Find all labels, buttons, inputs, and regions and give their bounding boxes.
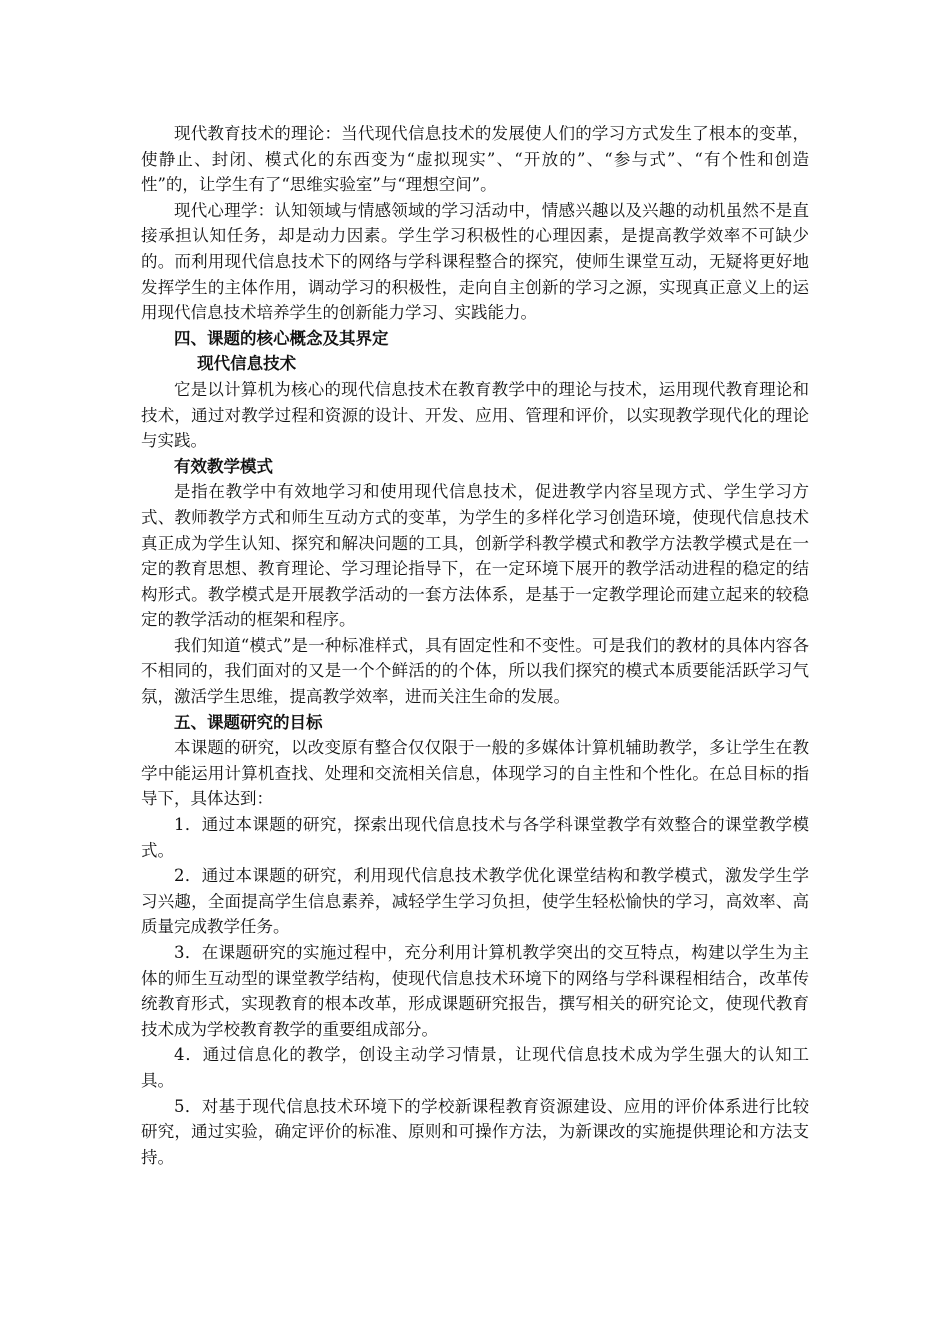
paragraph-modern-education-theory: 现代教育技术的理论：当代现代信息技术的发展使人们的学习方式发生了根本的变革，使静止、封闭、模式化的东西变为“虚拟现实”、“开放的”、“参与式”、“有个性和创造性”的，让学生有了“思维实验室”与“理想空间”。	[141, 124, 809, 195]
paragraph-modern-it-definition: 它是以计算机为核心的现代信息技术在教育教学中的理论与技术，运用现代教育理论和技术，通过对教学过程和资源的设计、开发、应用、管理和评价，以实现教学现代化的理论与实践。	[141, 379, 809, 451]
list-item-goal-3: 3．在课题研究的实施过程中，充分利用计算机教学突出的交互特点，构建以学生为主体的师生互动型的课堂教学结构，使现代信息技术环境下的网络与学科课程相结合，改革传统教育形式，实现教育的根本改革，形成课题研究报告，撰写相关的研究论文，使现代教育技术成为学校教育教学的重要组成部分。	[141, 943, 809, 1039]
section-heading-core-concepts: 四、课题的核心概念及其界定	[174, 328, 389, 348]
document-body	[141, 121, 809, 1170]
paragraph-goals-intro: 本课题的研究，以改变原有整合仅仅限于一般的多媒体计算机辅助教学，多让学生在教学中能运用计算机查找、处理和交流相关信息，体现学习的自主性和个性化。在总目标的指导下，具体达到：	[141, 738, 809, 809]
list-item-goal-2: 2．通过本课题的研究，利用现代信息技术教学优化课堂结构和教学模式，激发学生学习兴趣，全面提高学生信息素养，减轻学生学习负担，使学生轻松愉快的学习，高效率、高质量完成教学任务。	[141, 866, 809, 937]
paragraph-mode-explanation: 我们知道“模式”是一种标准样式，具有固定性和不变性。可是我们的教材的具体内容各不相同的，我们面对的又是一个个鲜活的的个体，所以我们探究的模式本质要能活跃学习气氛，激活学生思维，提高教学效率，进而关注生命的发展。	[141, 635, 809, 707]
paragraph-modern-psychology: 现代心理学：认知领域与情感领域的学习活动中，情感兴趣以及兴趣的动机虽然不是直接承担认知任务，却是动力因素。学生学习积极性的心理因素，是提高教学效率不可缺少的。而利用现代信息技术下的网络与学科课程整合的探究，使师生课堂互动，无疑将更好地发挥学生的主体作用，调动学习的积极性，走向自主创新的学习之源，实现真正意义上的运用现代信息技术培养学生的创新能力学习、实践能力。	[141, 200, 809, 323]
subheading-modern-it: 现代信息技术	[197, 354, 297, 374]
list-item-goal-4: 4．通过信息化的教学，创设主动学习情景，让现代信息技术成为学生强大的认知工具。	[141, 1045, 809, 1090]
subheading-effective-teaching-mode: 有效教学模式	[174, 456, 273, 476]
section-heading-research-goals: 五、课题研究的目标	[174, 712, 323, 732]
list-item-goal-1: 1．通过本课题的研究，探索出现代信息技术与各学科课堂教学有效整合的课堂教学模式。	[141, 815, 809, 860]
paragraph-effective-teaching-definition: 是指在教学中有效地学习和使用现代信息技术，促进教学内容呈现方式、学生学习方式、教师教学方式和师生互动方式的变革，为学生的多样化学习创造环境，使现代信息技术真正成为学生认知、探究和解决问题的工具，创新学科教学模式和教学方法教学模式是在一定的教育思想、教育理论、学习理论指导下，在一定环境下展开的教学活动进程的稳定的结构形式。教学模式是开展教学活动的一套方法体系，是基于一定教学理论而建立起来的较稳定的教学活动的框架和程序。	[141, 482, 809, 630]
list-item-goal-5: 5．对基于现代信息技术环境下的学校新课程教育资源建设、应用的评价体系进行比较研究，通过实验，确定评价的标准、原则和可操作方法，为新课改的实施提供理论和方法支持。	[141, 1096, 809, 1167]
